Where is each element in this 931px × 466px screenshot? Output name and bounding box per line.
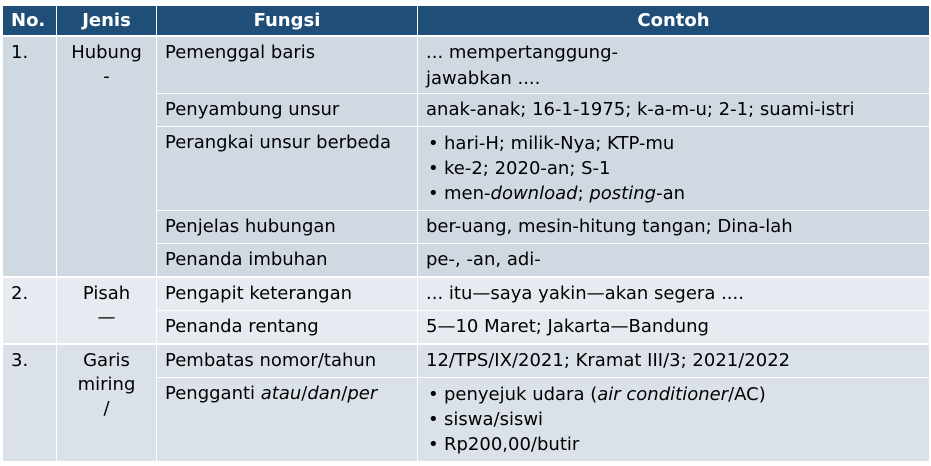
- table-container: [2, 5, 929, 462]
- contoh-line1: ... mempertanggung-: [426, 42, 619, 63]
- group1-jenis-line2: -: [103, 66, 110, 87]
- text-part: -an: [656, 183, 686, 204]
- fungsi-cell: Penanda imbuhan: [157, 244, 418, 278]
- contoh-cell: anak-anak; 16-1-1975; k-a-m-u; 2-1; suami-istri: [418, 94, 930, 127]
- header-no: No.: [3, 6, 57, 37]
- fungsi-cell: Penjelas hubungan: [157, 211, 418, 244]
- group1-jenis-line1: Hubung: [71, 42, 142, 63]
- italic-text: atau: [260, 383, 302, 404]
- text-part: penyejuk udara (: [444, 384, 598, 405]
- list-item: • hari-H; milik-Nya; KTP-mu: [426, 131, 921, 156]
- fungsi-cell: [157, 378, 418, 462]
- group3-no: 3.: [3, 344, 57, 462]
- text-part: /AC): [728, 384, 766, 405]
- table-row: [3, 344, 930, 378]
- header-jenis: Jenis: [57, 6, 157, 37]
- text-part: Pengganti: [165, 383, 261, 404]
- group3-jenis-line2: miring: [77, 374, 136, 395]
- fungsi-cell: Perangkai unsur berbeda: [157, 127, 418, 211]
- group2-jenis-line2: —: [97, 307, 116, 328]
- contoh-cell: [418, 36, 930, 94]
- group3-jenis-line3: /: [103, 398, 110, 419]
- text-part: /: [341, 383, 348, 404]
- group1-no: 1.: [3, 36, 57, 277]
- contoh-cell: 5—10 Maret; Jakarta—Bandung: [418, 311, 930, 345]
- italic-text: posting: [589, 183, 657, 204]
- contoh-cell: 12/TPS/IX/2021; Kramat III/3; 2021/2022: [418, 344, 930, 378]
- group2-no: 2.: [3, 277, 57, 344]
- contoh-cell: [418, 378, 930, 462]
- contoh-cell: ... itu—saya yakin—akan segera ....: [418, 277, 930, 311]
- bullet-list: [426, 382, 921, 457]
- header-contoh: Contoh: [418, 6, 930, 37]
- header-fungsi: Fungsi: [157, 6, 418, 37]
- group3-jenis-line1: Garis: [83, 350, 130, 371]
- contoh-cell: ber-uang, mesin-hitung tangan; Dina-lah: [418, 211, 930, 244]
- italic-text: dan: [307, 383, 342, 404]
- contoh-cell: pe-, -an, adi-: [418, 244, 930, 278]
- fungsi-cell: Penanda rentang: [157, 311, 418, 345]
- group2-jenis-line1: Pisah: [82, 283, 131, 304]
- table-row: [3, 277, 930, 311]
- contoh-line2: jawabkan ....: [426, 68, 541, 89]
- italic-text: per: [347, 383, 378, 404]
- punctuation-table: [2, 5, 930, 462]
- fungsi-cell: Pembatas nomor/tahun: [157, 344, 418, 378]
- contoh-cell: [418, 127, 930, 211]
- list-item: [426, 382, 921, 407]
- list-item: • ke-2; 2020-an; S-1: [426, 156, 921, 181]
- list-item: • siswa/siswi: [426, 407, 921, 432]
- italic-text: download: [490, 183, 578, 204]
- group3-jenis: [57, 344, 157, 462]
- italic-text: air conditioner: [597, 384, 729, 405]
- text-part: ;: [577, 183, 590, 204]
- text-part: men-: [444, 183, 491, 204]
- text-part: /: [301, 383, 308, 404]
- fungsi-cell: Pemenggal baris: [157, 36, 418, 94]
- fungsi-cell: Pengapit keterangan: [157, 277, 418, 311]
- group2-jenis: [57, 277, 157, 344]
- bullet-list: [426, 131, 921, 206]
- fungsi-cell: Penyambung unsur: [157, 94, 418, 127]
- list-item: • Rp200,00/butir: [426, 432, 921, 457]
- header-row: [3, 6, 930, 37]
- list-item: [426, 181, 921, 206]
- group1-jenis: [57, 36, 157, 277]
- table-row: [3, 36, 930, 94]
